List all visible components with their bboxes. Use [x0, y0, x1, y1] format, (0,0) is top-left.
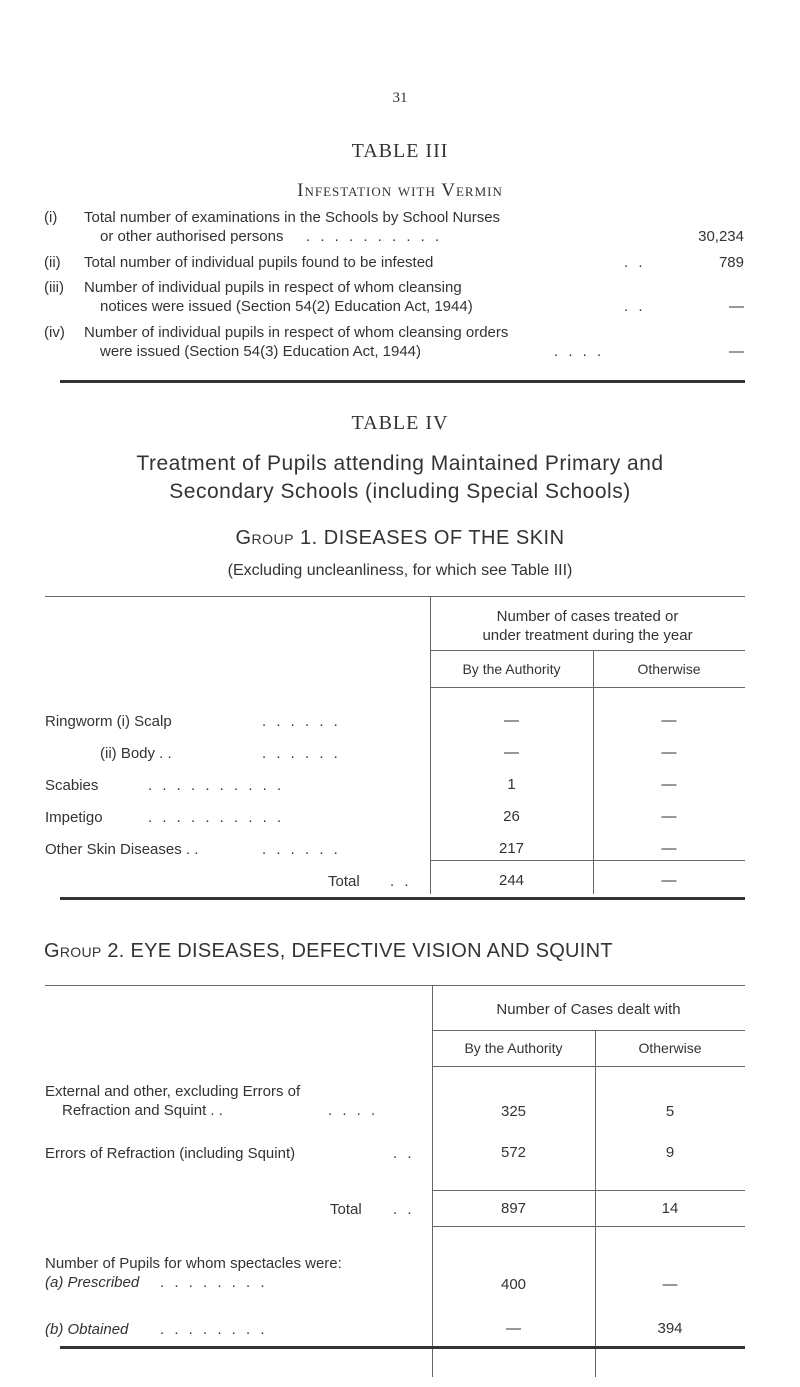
leader-dots: . . . . . . . . . .	[148, 777, 285, 794]
table3-row-iv	[44, 323, 744, 363]
leader-dots: . . . . . .	[262, 745, 341, 762]
group2-title-prefix: Group 2.	[44, 940, 125, 962]
group2-total-authority: 897	[500, 1200, 527, 1217]
group1-header-rule	[430, 650, 745, 651]
group1-row-label: Scabies	[45, 777, 99, 794]
group2-row1-label-line2: Refraction and Squint . .	[62, 1102, 223, 1119]
group1-row-label: Ringworm (i) Scalp	[45, 713, 172, 730]
leader-dots: . . . . . . . . . .	[148, 809, 285, 826]
row-text-line2: or other authorised persons	[100, 228, 284, 245]
group1-row-label: Impetigo	[45, 809, 103, 826]
leader-dots: . .	[390, 873, 412, 890]
row-value: —	[729, 343, 744, 360]
group1-row-label: (ii) Body . .	[100, 745, 172, 762]
group2-col-authority: By the Authority	[464, 1040, 563, 1056]
group2-header-rule	[432, 1030, 745, 1031]
group2-row1-label-line1: External and other, excluding Errors of	[45, 1083, 301, 1100]
group1-total-label: Total	[328, 873, 360, 890]
group2-total-rule-bottom	[432, 1226, 745, 1227]
group2-row1-authority: 325	[500, 1103, 527, 1120]
group2-row2-authority: 572	[500, 1144, 527, 1161]
leader-dots: . . . . . .	[262, 713, 341, 730]
group2-title-main: EYE DISEASES, DEFECTIVE VISION AND SQUINT	[130, 940, 613, 962]
group2-total-label: Total	[330, 1201, 362, 1218]
row-number: (iii)	[44, 279, 64, 296]
leader-dots: . . . .	[554, 343, 605, 360]
group1-title	[0, 527, 800, 550]
group1-col-otherwise: Otherwise	[637, 661, 701, 677]
row-text-line2: notices were issued (Section 54(2) Education Act, 1944)	[100, 298, 473, 315]
group2-col-otherwise: Otherwise	[638, 1040, 702, 1056]
table4-heading-line2: Secondary Schools (including Special Schools)	[169, 480, 631, 503]
leader-dots: . . . . . .	[262, 841, 341, 858]
group1-cell-otherwise: —	[661, 808, 677, 825]
group1-total-authority: 244	[498, 872, 525, 889]
group1-cell-otherwise: —	[661, 776, 677, 793]
group1-cell-authority: 217	[498, 840, 525, 857]
table3-row-i	[44, 208, 744, 248]
group2-subheader-rule	[432, 1066, 745, 1067]
table4-heading-line1: Treatment of Pupils attending Maintained Primary and	[136, 452, 664, 475]
prescribed-label: (a) Prescribed	[45, 1274, 140, 1291]
leader-dots: . .	[624, 254, 646, 271]
row-value: 789	[718, 254, 744, 271]
group2-header: Number of Cases dealt with	[496, 1001, 681, 1018]
group1-total-otherwise: —	[661, 872, 677, 889]
group1-cell-authority: 1	[507, 776, 516, 793]
group1-row-label: Other Skin Diseases . .	[45, 841, 199, 858]
row-text-line1: Total number of individual pupils found to be infested	[84, 254, 434, 271]
leader-dots: . .	[393, 1145, 415, 1162]
group1-top-rule	[45, 596, 745, 597]
table3-subtitle: Infestation with Vermin	[297, 180, 503, 201]
group1-cell-otherwise: —	[661, 744, 677, 761]
row-text-line1: Number of individual pupils in respect of whom cleansing orders	[84, 324, 509, 341]
row-number: (i)	[44, 209, 58, 226]
leader-dots: . . . . . . . .	[160, 1274, 268, 1291]
group1-cell-authority: 26	[503, 808, 520, 825]
group2-title	[44, 940, 784, 963]
group1-header-line1: Number of cases treated or	[496, 608, 679, 625]
group1-subtitle: (Excluding uncleanliness, for which see Table III)	[227, 562, 573, 579]
leader-dots: . . . .	[328, 1102, 379, 1119]
leader-dots: . . . . . . . . . .	[306, 228, 443, 245]
obtained-authority: —	[506, 1320, 521, 1337]
prescribed-otherwise: —	[662, 1276, 678, 1293]
group1-cell-authority: —	[504, 744, 519, 761]
row-number: (ii)	[44, 254, 61, 271]
row-value: —	[729, 298, 744, 315]
group1-cell-otherwise: —	[661, 840, 677, 857]
group2-total-otherwise: 14	[661, 1200, 679, 1217]
group2-top-rule	[45, 985, 745, 986]
group1-total-rule	[430, 860, 745, 861]
table3-row-iii	[44, 278, 744, 318]
obtained-label: (b) Obtained	[45, 1321, 129, 1338]
group1-cell-authority: —	[504, 712, 519, 729]
row-text-line1: Number of individual pupils in respect of whom cleansing	[84, 279, 462, 296]
section-divider	[60, 380, 745, 383]
group1-cell-otherwise: —	[661, 712, 677, 729]
table3-title: TABLE III	[351, 140, 449, 162]
table3-row-ii	[44, 253, 744, 273]
leader-dots: . .	[393, 1201, 415, 1218]
group2-row1-otherwise: 5	[665, 1103, 675, 1120]
leader-dots: . . . . . . . .	[160, 1321, 268, 1338]
obtained-otherwise: 394	[657, 1320, 683, 1337]
group2-row2-label: Errors of Refraction (including Squint)	[45, 1145, 296, 1162]
spectacles-heading: Number of Pupils for whom spectacles were:	[45, 1255, 342, 1272]
row-text-line2: were issued (Section 54(3) Education Act, 1944)	[100, 343, 422, 360]
group2-bottom-rule	[60, 1346, 745, 1349]
group1-col-authority: By the Authority	[462, 661, 561, 677]
group1-header-line2: under treatment during the year	[482, 627, 693, 644]
table4-title: TABLE IV	[351, 412, 449, 434]
group1-title-prefix: Group 1.	[235, 527, 318, 549]
prescribed-authority: 400	[500, 1276, 527, 1293]
group1-bottom-rule	[60, 897, 745, 900]
group1-title-main: DISEASES OF THE SKIN	[323, 527, 565, 549]
group2-row2-otherwise: 9	[665, 1144, 675, 1161]
row-text-line1: Total number of examinations in the Schools by School Nurses	[84, 209, 501, 226]
leader-dots: . .	[624, 298, 646, 315]
row-value: 30,234	[698, 228, 744, 245]
page-number: 31	[392, 90, 408, 106]
row-number: (iv)	[44, 324, 65, 341]
group1-subheader-rule	[430, 687, 745, 688]
group2-total-rule-top	[432, 1190, 745, 1191]
